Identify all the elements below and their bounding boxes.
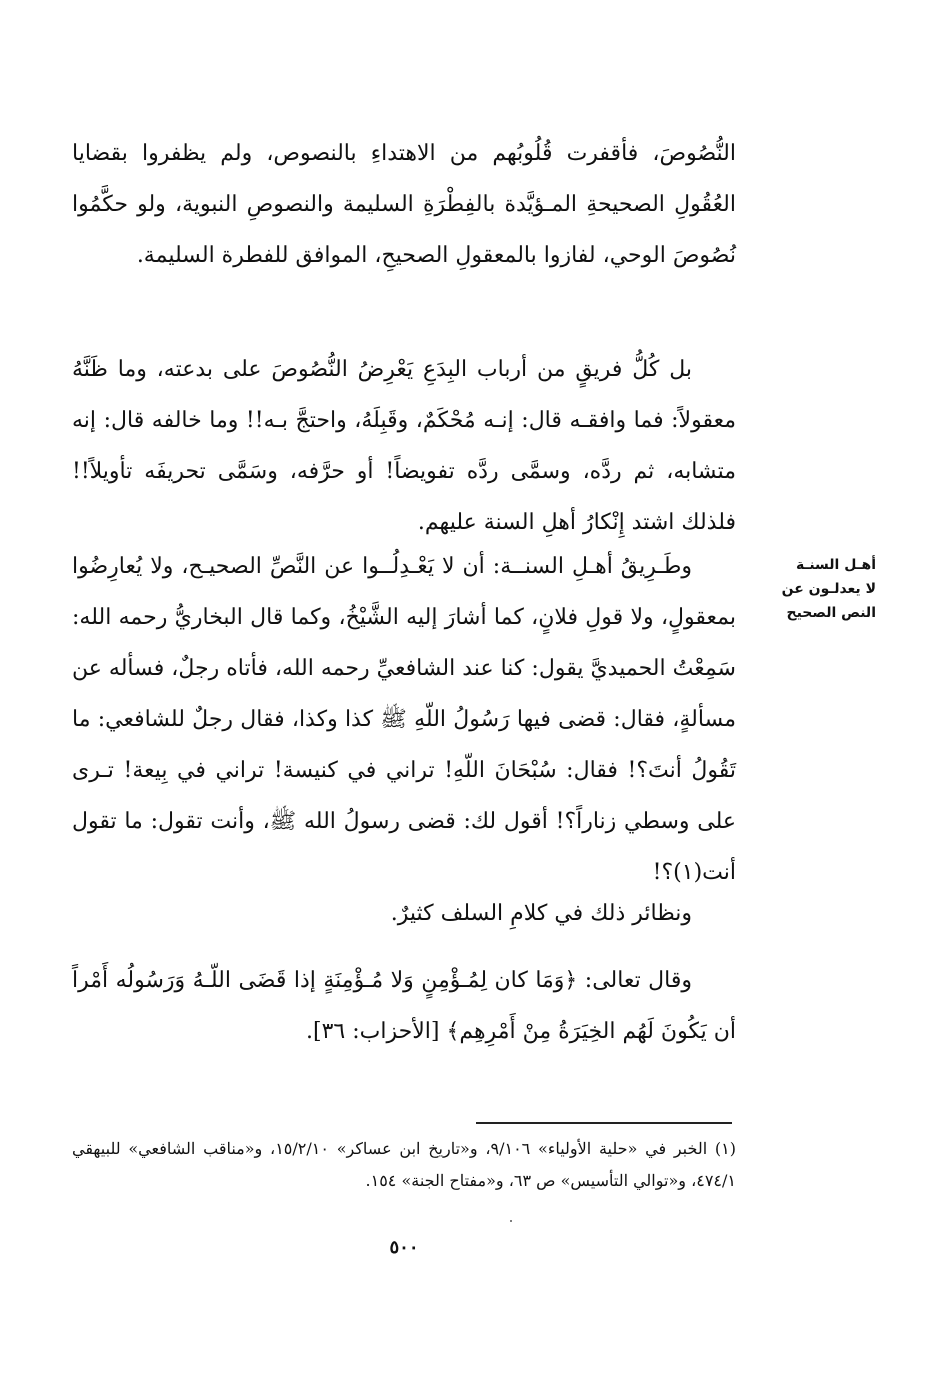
body-paragraph: وطَـرِيقُ أهـلِ السنــة: أن لا يَعْـدِلُــوا عن النَّصِّ الصحيـح، ولا يُعارِضُوا بمعقولٍ، ولا قولِ فلانٍ، كما أشارَ إليه الشَّيْخُ، وكما قال البخاريُّ رحمه الله: سَمِعْتُ الحميديَّ يقول: كنا عند الشافعيِّ رحمه الله، فأتاه رجلٌ، فسأله عن مسألةٍ، فقال: قضى فيها رَسُولُ اللّهِ ﷺ كذا وكذا، فقال رجلٌ للشافعي: ما تَقُولُ أنتَ؟! فقال: سُبْحَانَ اللّهِ! تراني في كنيسة! تراني في بِيعة! تـرى على وسطي زناراً؟! أقول لك: قضى رسولُ الله ﷺ، وأنت تقول: ما تقول أنت(١)؟!: [72, 554, 736, 885]
body-paragraph: بل كُلُّ فريقٍ من أرباب البِدَعِ يَعْرِضُ النُّصُوصَ على بدعته، وما ظَنَّهُ معقولاً: فما وافقـه قال: إنـه مُحْكَمٌ، وقَبِلَهُ، واحتجَّ بـه!! وما خالفه قال: إنه متشابه، ثم ردَّه، وسمَّى ردَّه تفويضاً! أو حرَّفه، وسَمَّى تحريفَه تأويلاً!! فلذلك اشتد إِنْكارُ أهلِ السنة عليهم.: [72, 357, 736, 535]
quran-verse-paragraph: وقال تعالى: ﴿وَمَا كان لِمُـؤْمِنٍ وَلا مُـؤْمِنَةٍ إذا قَضَى اللّـهُ وَرَسُولُه أَمْراً أن يَكُونَ لَهُم الخِيَرَةُ مِنْ أَمْرِهِم﴾ [الأحزاب: ٣٦].: [72, 968, 736, 1044]
footnote-separator: [476, 1122, 732, 1124]
footnotes: [72, 1133, 736, 1197]
body-paragraph: النُّصُوصَ، فأقفرت قُلُوبُهم من الاهتداءِ بالنصوص، ولم يظفروا بقضايا العُقُولِ الصحيحةِ المـؤيَّدة بالفِطْرَةِ السليمة والنصوصِ النبوية، ولو حكَّمُوا نُصُوصَ الوحي، لفازوا بالمعقولِ الصحيحِ، الموافق للفطرة السليمة.: [72, 141, 736, 268]
footnote: (١) الخبر في «حلية الأولياء» ٩/١٠٦، و«تاريخ ابن عساكر» ١٥/٢/١٠، و«مناقب الشافعي» للبيهقي ٤٧٤/١، و«توالي التأسيس» ص ٦٣، و«مفتاح الجنة» ١٥٤.: [72, 1139, 736, 1190]
page-number: ٥٠٠: [389, 1237, 419, 1258]
margin-heading-line: النص الصحيح: [786, 605, 876, 621]
body-paragraph: ونظائر ذلك في كلامِ السلف كثيرٌ.: [390, 901, 692, 926]
margin-heading: [752, 553, 876, 625]
margin-heading-line: أهـل السنـة: [796, 557, 876, 573]
print-speck: [510, 1220, 512, 1222]
margin-heading-line: لا يعدلـون عن: [781, 581, 876, 597]
